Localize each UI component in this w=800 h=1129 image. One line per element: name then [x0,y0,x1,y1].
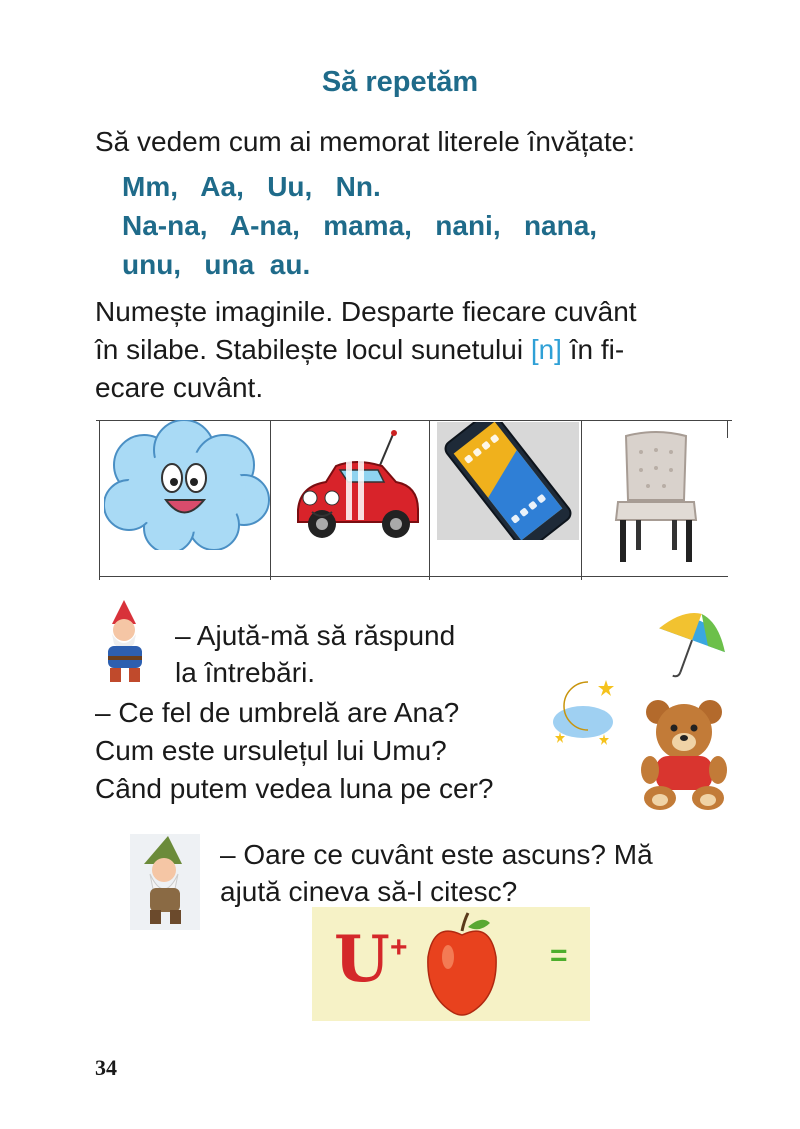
riddle-picture [312,907,590,1021]
task-line-3: ecare cuvânt. [95,372,264,403]
apple-icon [424,911,500,1017]
gnome-help-line-1: – Ajută-mă să răspund [175,620,456,651]
riddle-plus: + [390,931,408,964]
gnome-icon [94,600,156,686]
teddy-bear-icon [636,696,732,812]
page-number: 34 [95,1055,117,1080]
words-line-1: Na-na, A-na, mama, nani, nana, [122,210,598,241]
umbrella-icon [652,604,730,682]
task-line-2 [95,331,735,368]
moon-icon [548,672,618,752]
question-1: – Ce fel de umbrelă are Ana? [95,697,460,728]
task-line-1: Numește imaginile. Desparte fiecare cuvânt [95,296,637,327]
riddle-line-1: – Oare ce cuvânt este ascuns? Mă [220,839,653,870]
question-3: Când putem vedea luna pe cer? [95,773,494,804]
question-2: Cum este ursulețul lui Umu? [95,735,447,766]
car-icon [286,430,426,550]
riddle-equals: = [550,939,568,972]
image-table [96,418,732,582]
page-title: Să repetăm [321,66,479,98]
phone-icon [437,422,579,540]
task-line-2-a: în silabe. Stabilește locul sunetului [95,334,531,365]
cloud-icon [104,420,270,550]
riddle-letter: U [334,922,390,997]
sound-n: [n] [530,334,562,365]
gnome-2-icon [130,834,200,930]
riddle-line-2: ajută cineva să-l citesc? [220,876,518,907]
words-line-2: unu, una au. [122,249,311,280]
letters-line: Mm, Aa, Uu, Nn. [122,171,381,202]
task-line-2-b: în fi- [561,334,625,365]
intro-text: Să vedem cum ai memorat literele învățate: [95,126,636,157]
gnome-help-line-2: la întrebări. [175,657,316,688]
chair-icon [606,430,706,570]
